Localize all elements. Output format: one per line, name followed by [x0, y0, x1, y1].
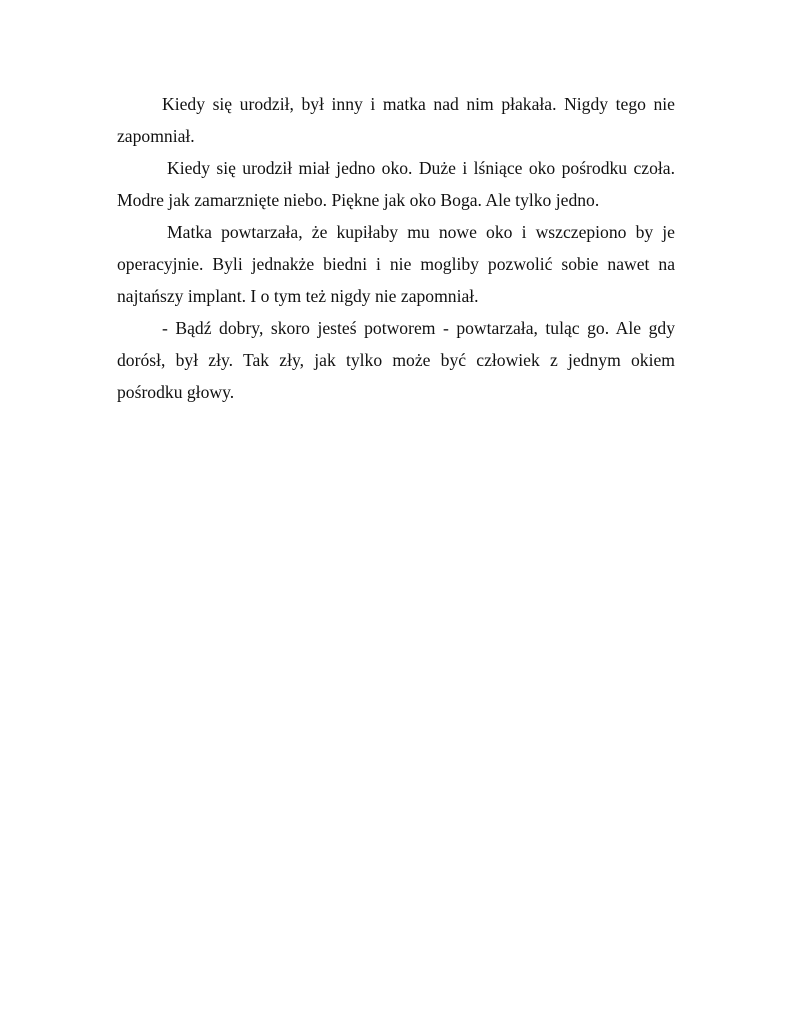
paragraph-1: Kiedy się urodził, był inny i matka nad nim płakała. Nigdy tego nie zapomniał.	[117, 94, 675, 146]
paragraph-3: Matka powtarzała, że kupiłaby mu nowe oko i wszczepiono by je operacyjnie. Byli jednakże biedni i nie mogliby pozwolić sobie nawet na najtańszy implant. I o tym też nigdy nie zapomniał.	[117, 222, 675, 306]
paragraph-2: Kiedy się urodził miał jedno oko. Duże i lśniące oko pośrodku czoła. Modre jak zamarznięte niebo. Piękne jak oko Boga. Ale tylko jedno.	[117, 158, 675, 210]
document-body	[117, 88, 675, 408]
paragraph-4: - Bądź dobry, skoro jesteś potworem - powtarzała, tuląc go. Ale gdy dorósł, był zły. Tak zły, jak tylko może być człowiek z jednym okiem pośrodku głowy.	[117, 318, 675, 402]
